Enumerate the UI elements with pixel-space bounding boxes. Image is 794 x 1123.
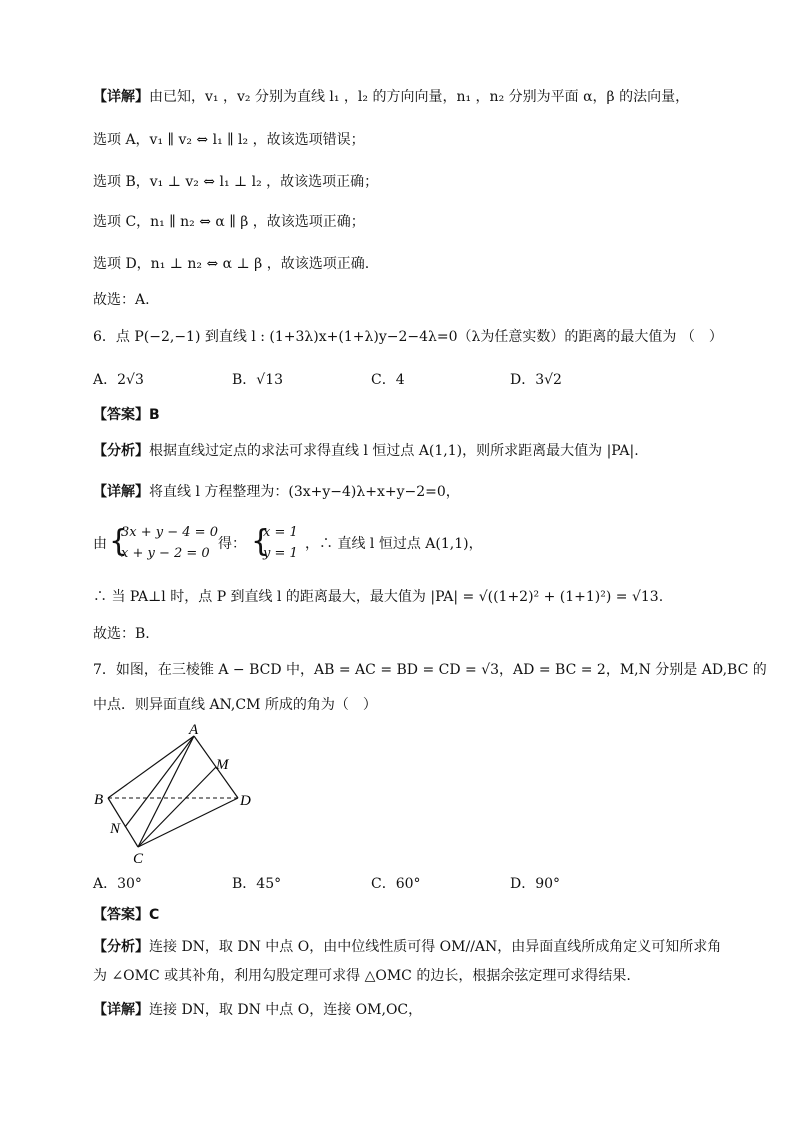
q7-answer: 【答案】C <box>93 907 160 923</box>
edge-cd <box>138 798 238 847</box>
q7-detail-1 <box>93 1000 734 1020</box>
left-brace-icon: { <box>251 524 271 559</box>
label-b: B <box>94 792 104 808</box>
option-b-line: 选项 B，v₁ ⊥ v₂ ⇔ l₁ ⊥ l₂ ，故该选项正确； <box>93 174 379 190</box>
q7-choice-b: B．45° <box>232 876 282 892</box>
tetrahedron-figure <box>92 724 282 864</box>
label-c: C <box>133 851 144 864</box>
q6-detail-2 <box>93 522 734 566</box>
q7-detail-tag: 【详解】 <box>93 1002 149 1018</box>
q6-system-eq-1: 3x + y − 4 = 0 <box>121 525 218 540</box>
segment-an <box>125 736 194 827</box>
option-d-line: 选项 D，n₁ ⊥ n₂ ⇔ α ⊥ β ，故该选项正确. <box>93 256 370 272</box>
q6-analysis-text: 根据直线过定点的求法可求得直线 l 恒过点 A(1,1)，则所求距离最大值为 |PA|. <box>149 443 639 459</box>
q7-choice-d: D．90° <box>510 876 561 892</box>
q6-choice-b: B．√13 <box>232 372 284 388</box>
q6-analysis-tag: 【分析】 <box>93 443 149 459</box>
option-a-line: 选项 A，v₁ ∥ v₂ ⇔ l₁ ∥ l₂ ，故该选项错误； <box>93 132 365 148</box>
label-n: N <box>110 821 121 837</box>
q7-stem-2: 中点．则异面直线 AN,CM 所成的角为（ ） <box>93 697 377 713</box>
q7-choice-a: A．30° <box>93 876 142 892</box>
q7-choice-c: C．60° <box>371 876 421 892</box>
detail-text: 由已知，v₁ ，v₂ 分别为直线 l₁ ，l₂ 的方向向量，n₁ ，n₂ 分别为平面 α，β 的法向量， <box>149 89 690 105</box>
q6-system-eq-2: x + y − 2 = 0 <box>121 546 210 561</box>
q6-detail-2-pre: 由 <box>93 536 107 552</box>
q6-analysis <box>93 441 734 461</box>
q7-detail-text-1: 连接 DN，取 DN 中点 O，连接 OM,OC， <box>149 1002 423 1018</box>
q6-detail-text-1: 将直线 l 方程整理为：(3x+y−4)λ+x+y−2=0， <box>149 484 460 500</box>
detail-tag: 【详解】 <box>93 89 149 105</box>
q6-choice-d: D．3√2 <box>510 372 562 388</box>
q7-stem-1: 7．如图，在三棱锥 A − BCD 中，AB = AC = BD = CD = √3，AD = BC = 2，M,N 分别是 AD,BC 的 <box>93 662 767 678</box>
q6-detail-tag: 【详解】 <box>93 484 149 500</box>
q6-detail-1 <box>93 482 734 502</box>
edge-ab <box>108 736 194 798</box>
segment-cm <box>138 767 216 847</box>
q6-detail-3: ∴ 当 PA⊥l 时，点 P 到直线 l 的距离最大，最大值为 |PA| = √((1+2)² + (1+1)²) = √13. <box>93 589 664 605</box>
label-d: D <box>240 793 251 809</box>
q6-detail-2-mid: 得： <box>218 536 246 552</box>
label-m: M <box>216 757 229 773</box>
q6-detail-2-post: ，∴ 直线 l 恒过点 A(1,1)， <box>305 536 483 552</box>
q6-solution-x: x = 1 <box>263 525 298 540</box>
q6-answer: 【答案】B <box>93 407 160 423</box>
option-c-line: 选项 C，n₁ ∥ n₂ ⇔ α ∥ β ，故该选项正确； <box>93 214 365 230</box>
q6-select: 故选：B. <box>93 626 150 642</box>
q7-analysis-tag: 【分析】 <box>93 939 149 955</box>
q6-choice-a: A．2√3 <box>93 372 144 388</box>
edge-ac <box>138 736 194 847</box>
q7-analysis-1 <box>93 937 734 957</box>
q6-solution-y: y = 1 <box>263 546 298 561</box>
select-line: 故选：A. <box>93 292 150 308</box>
q7-analysis-2: 为 ∠OMC 或其补角，利用勾股定理可求得 △OMC 的边长，根据余弦定理可求得结果. <box>93 968 631 984</box>
label-a: A <box>189 724 199 738</box>
left-brace-icon: { <box>109 524 129 559</box>
detail-line-1 <box>93 87 734 107</box>
q7-analysis-text-1: 连接 DN，取 DN 中点 O，由中位线性质可得 OM//AN，由异面直线所成角定义可知所求角 <box>149 939 722 955</box>
q6-choice-c: C．4 <box>371 372 405 388</box>
q6-stem: 6．点 P(−2,−1) 到直线 l : (1+3λ)x+(1+λ)y−2−4λ=0（λ为任意实数）的距离的最大值为 （ ） <box>93 329 723 345</box>
